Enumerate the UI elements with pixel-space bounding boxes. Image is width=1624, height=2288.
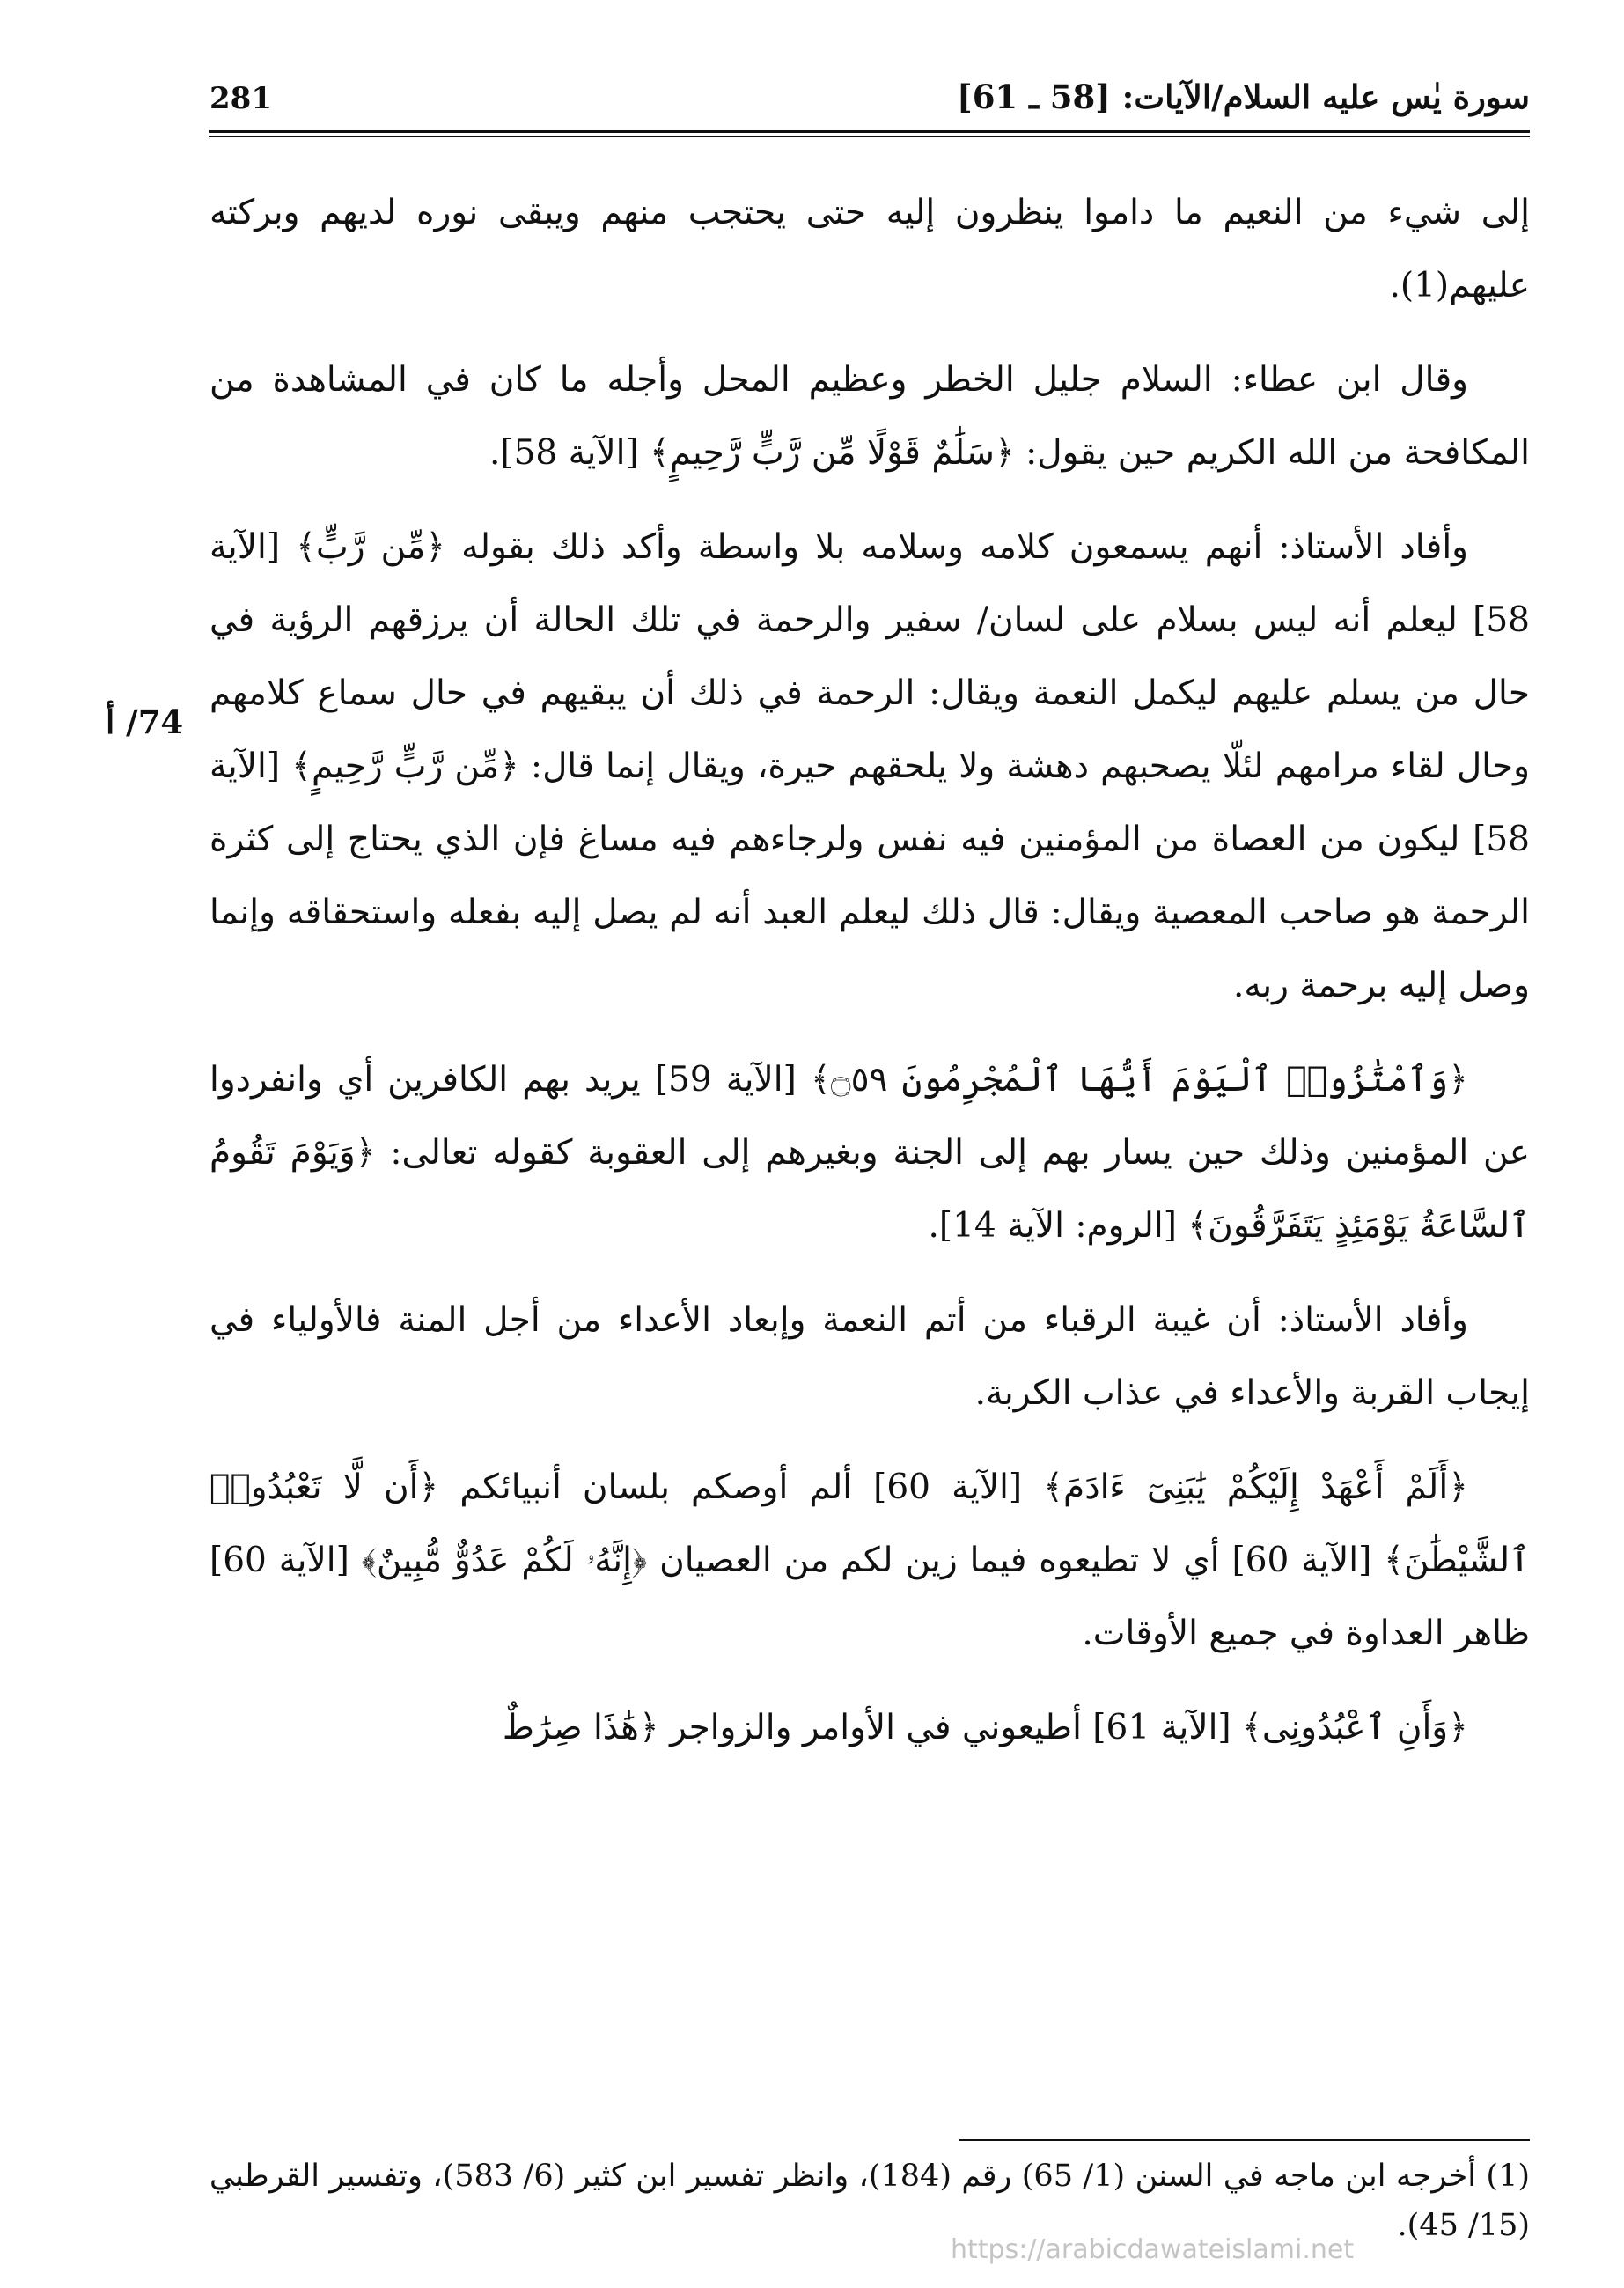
- paragraph-7: ﴿وَأَنِ ٱعْبُدُونِى﴾ [الآية 61] أطيعوني في الأوامر والزواجر ﴿هَٰذَا صِرَٰطٌ: [502, 1708, 1468, 1747]
- main-text: [209, 176, 1530, 1785]
- page-header: [209, 77, 1530, 136]
- paragraph-4: ﴿وَٱمْتَٰزُوا۟ ٱلْيَوْمَ أَيُّهَا ٱلْمُجْرِمُونَ ۝٥٩﴾ [الآية 59] يريد بهم الكافرين أي وانفردوا عن المؤمنين وذلك حين يسار بهم إلى الجنة وبغيرهم إلى العقوبة كقوله تعالى: ﴿وَيَوْمَ تَقُومُ ٱلسَّاعَةُ يَوْمَئِذٍ يَتَفَرَّقُونَ﴾ [الروم: الآية 14].: [209, 1060, 1530, 1246]
- footnote-1: (1) أخرجه ابن ماجه في السنن (1/ 65) رقم (184)، وانظر تفسير ابن كثير (6/ 583)، وتفسير القرطبي (15/ 45).: [209, 2159, 1531, 2243]
- manuscript-folio-marker: 74/ أ: [106, 703, 184, 741]
- header-rule-thin: [209, 136, 1530, 137]
- paragraph-3: وأفاد الأستاذ: أنهم يسمعون كلامه وسلامه بلا واسطة وأكد ذلك بقوله ﴿مِّن رَّبٍّ﴾ [الآية 58] ليعلم أنه ليس بسلام على لسان/ سفير والرحمة في تلك الحالة أن يرزقهم الرؤية في حال من يسلم عليهم ليكمل النعمة ويقال: الرحمة في ذلك أن يبقيهم في حال سماع كلامهم وحال لقاء مرامهم لئلّا يصحبهم دهشة ولا يلحقهم حيرة، ويقال إنما قال: ﴿مِّن رَّبٍّ رَّحِيمٍ﴾ [الآية 58] ليكون من العصاة من المؤمنين فيه نفس ولرجاءهم فيه مساغ فإن الذي يحتاج إلى كثرة الرحمة هو صاحب المعصية ويقال: قال ذلك ليعلم العبد أنه لم يصل إليه بفعله واستحقاقه وإنما وصل إليه برحمة ربه.: [209, 527, 1530, 1005]
- paragraph-2: وقال ابن عطاء: السلام جليل الخطر وعظيم المحل وأجله ما كان في المشاهدة من المكافحة من الله الكريم حين يقول: ﴿سَلَٰمٌ قَوْلًا مِّن رَّبٍّ رَّحِيمٍ﴾ [الآية 58].: [209, 360, 1530, 473]
- footnote-separator: [959, 2139, 1530, 2141]
- watermark-url: https://arabicdawateislami.net: [951, 2234, 1355, 2265]
- paragraph-1: إلى شيء من النعيم ما داموا ينظرون إليه حتى يحتجب منهم ويبقى نوره لديهم وبركته عليهم(1).: [209, 193, 1530, 305]
- running-header-title: سورة يٰس عليه السلام/الآيات: [58 ـ 61]: [957, 77, 1530, 116]
- header-rule: [209, 130, 1530, 133]
- paragraph-6: ﴿أَلَمْ أَعْهَدْ إِلَيْكُمْ يَٰبَنِىٓ ءَادَمَ﴾ [الآية 60] ألم أوصكم بلسان أنبيائكم ﴿أَن لَّا تَعْبُدُوا۟ ٱلشَّيْطَٰنَ﴾ [الآية 60] أي لا تطيعوه فيما زين لكم من العصيان ﴿إِنَّهُۥ لَكُمْ عَدُوٌّ مُّبِينٌ﴾ [الآية 60] ظاهر العداوة في جميع الأوقات.: [209, 1468, 1530, 1653]
- page-number: 281: [209, 81, 272, 116]
- paragraph-5: وأفاد الأستاذ: أن غيبة الرقباء من أتم النعمة وإبعاد الأعداء من أجل المنة فالأولياء في إيجاب القربة والأعداء في عذاب الكربة.: [209, 1300, 1530, 1413]
